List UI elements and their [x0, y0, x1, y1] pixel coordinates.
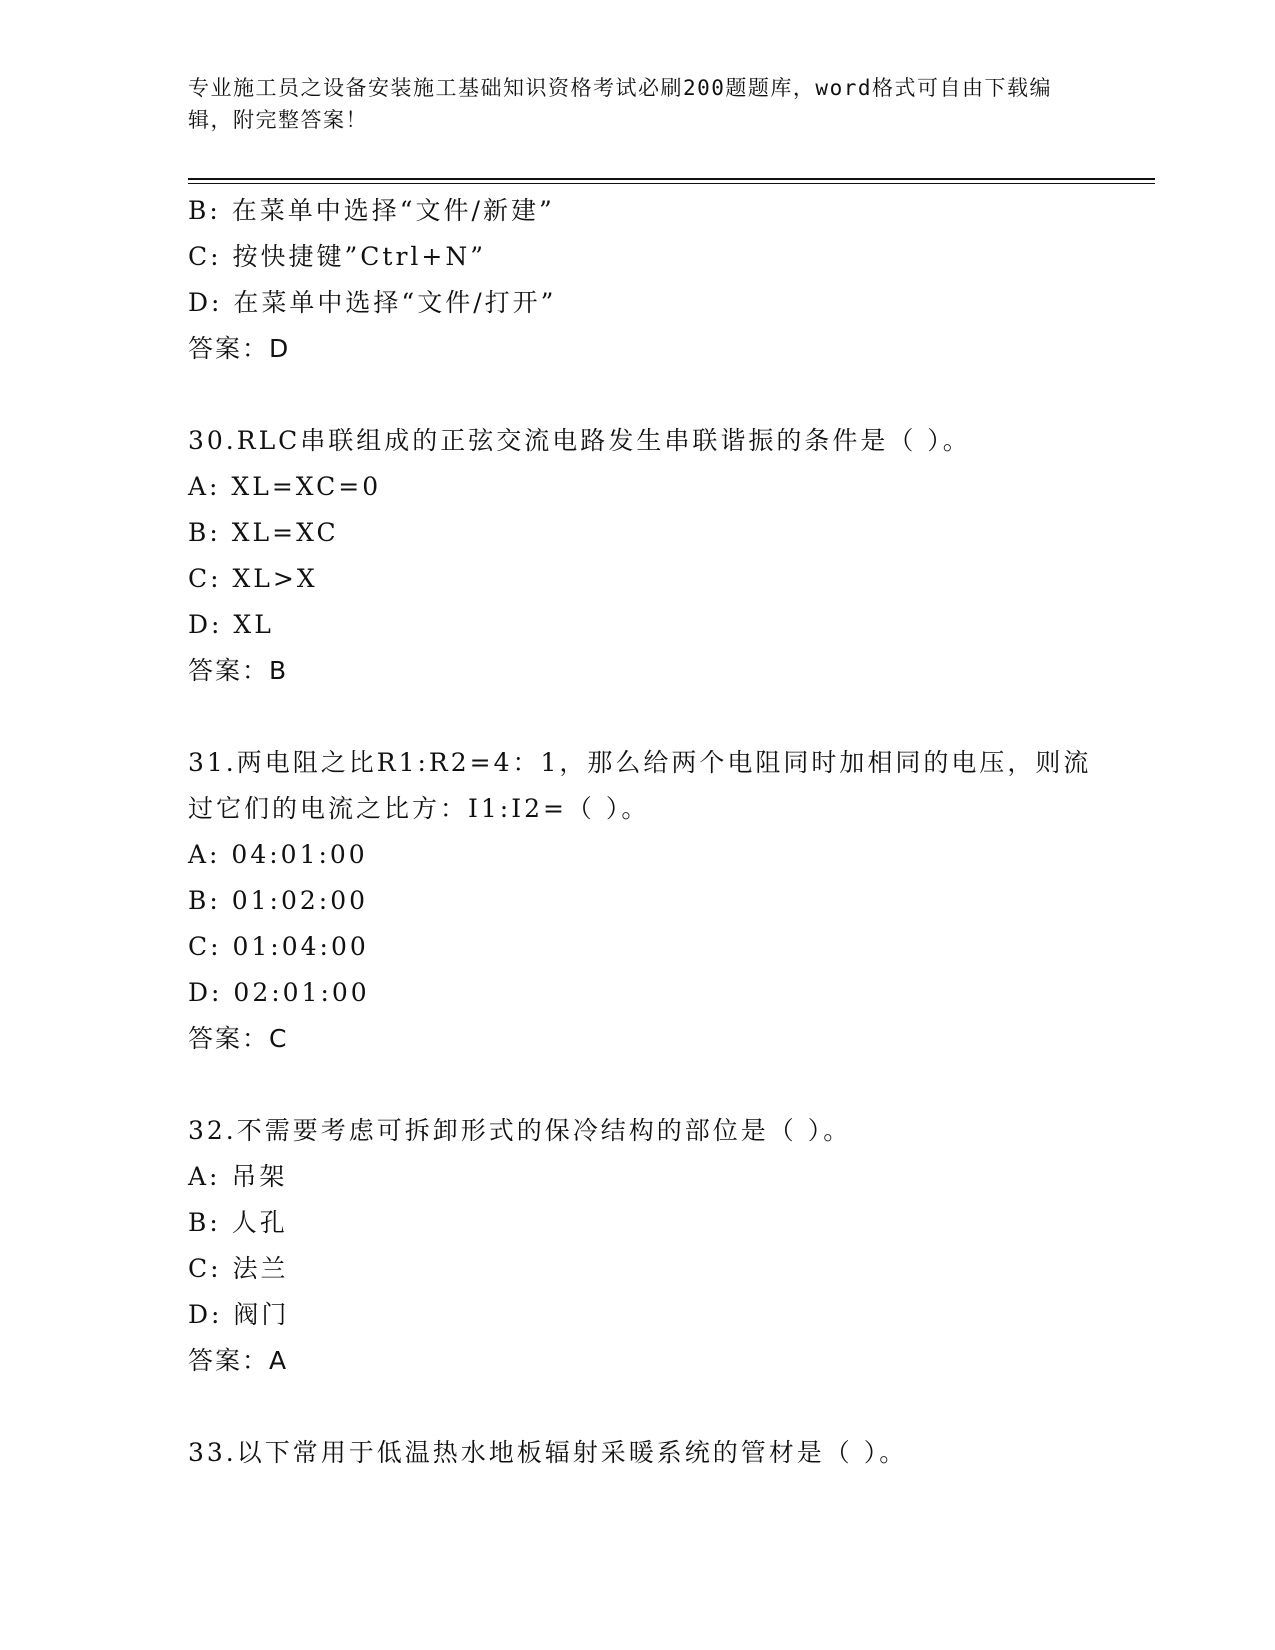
answer-line: 答案：C	[188, 1024, 289, 1053]
option-a: A: 04:01:00	[188, 840, 368, 869]
question-title: 33.以下常用于低温热水地板辐射采暖系统的管材是（ ）。	[188, 1438, 908, 1467]
option-b: B: 01:02:00	[188, 886, 369, 915]
question-title-line-1: 31.两电阻之比R1:R2=4：1，那么给两个电阻同时加相同的电压，则流	[188, 748, 1092, 777]
option-c: C: 按快捷键”Ctrl+N”	[188, 242, 487, 271]
option-c: C: 法兰	[188, 1254, 289, 1283]
question-title: 30.RLC串联组成的正弦交流电路发生串联谐振的条件是（ ）。	[188, 426, 971, 455]
option-d: D: 阀门	[188, 1300, 290, 1329]
header-divider-thin	[188, 183, 1155, 184]
option-b: B: XL=XC	[188, 518, 339, 547]
question-30	[188, 418, 1088, 694]
option-a: A: 吊架	[188, 1162, 288, 1191]
option-b: B: 人孔	[188, 1208, 288, 1237]
question-33	[188, 1430, 1088, 1476]
option-b: B: 在菜单中选择“文件/新建”	[188, 196, 555, 225]
answer-line: 答案：D	[188, 334, 291, 363]
document-header: 专业施工员之设备安装施工基础知识资格考试必刷200题题库，word格式可自由下载编辑，附完整答案！	[188, 76, 1052, 132]
option-d: D: XL	[188, 610, 274, 639]
header-divider-thick	[188, 178, 1155, 180]
option-c: C: 01:04:00	[188, 932, 369, 961]
question-31	[188, 740, 1092, 1062]
option-c: C: XL>X	[188, 564, 318, 593]
option-d: D: 02:01:00	[188, 978, 370, 1007]
question-29-continued	[188, 188, 1088, 372]
question-32	[188, 1108, 1088, 1384]
answer-line: 答案：A	[188, 1346, 289, 1375]
question-title-line-2: 过它们的电流之比方：I1:I2=（ ）。	[188, 794, 650, 823]
option-a: A: XL=XC=0	[188, 472, 382, 501]
answer-line: 答案：B	[188, 656, 289, 685]
question-title: 32.不需要考虑可拆卸形式的保冷结构的部位是（ ）。	[188, 1116, 852, 1145]
option-d: D: 在菜单中选择“文件/打开”	[188, 288, 557, 317]
question-list	[188, 188, 1092, 1476]
